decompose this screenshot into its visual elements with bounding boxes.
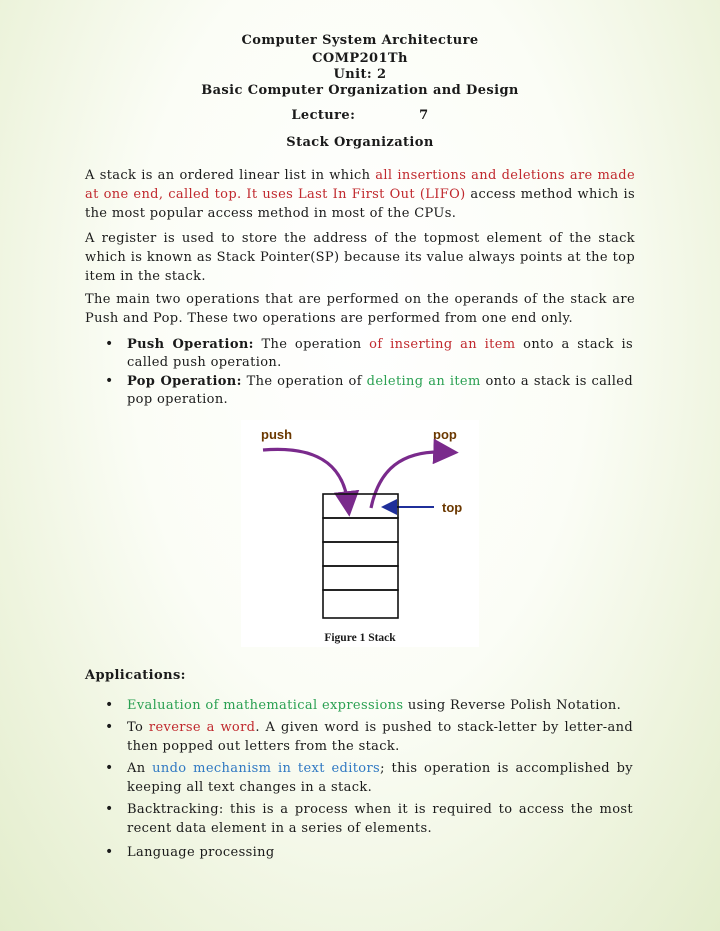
application-text: . A given word is pushed to stack-letter by letter-and then popped out letters from the stack. [127,719,634,754]
stack-cells [323,494,398,618]
applications-heading: Applications: [85,668,186,683]
pop-arrow [371,452,446,508]
stack-figure [241,420,479,647]
intro-p1-text-end: access method which is the most popular access method in most of the CPUs. [85,187,635,221]
operation-highlight: deleting an item [366,374,481,389]
intro-paragraph-3: The main two operations that are performed on the operands of the stack are Push and Pop. These two operations are performed from one end only. [85,292,635,326]
pop-label: pop [433,427,457,442]
operation-name: Push Operation: [127,337,254,352]
operation-name: Pop Operation: [127,374,242,389]
unit-label: Unit: 2 [333,67,387,82]
list-item [85,718,633,757]
application-text: Backtracking: this is a process when it is required to access the most recent data element in a series of elements. [127,801,633,836]
stack-diagram [241,420,479,647]
application-text: using Reverse Polish Notation. [403,698,622,713]
list-item [85,696,633,716]
course-code: COMP201Th [312,51,408,66]
list-item [85,843,633,863]
lecture-number: 7 [419,108,429,123]
operation-text: The operation [253,337,370,352]
push-arrow [263,449,348,504]
applications-list [85,696,633,864]
list-item [85,373,633,408]
lecture-label: Lecture: [291,108,356,123]
unit-title: Basic Computer Organization and Design [201,83,519,98]
top-label: top [442,500,463,515]
application-highlight: undo mechanism in text editors [152,760,381,776]
list-item [85,759,633,798]
stack-cell [323,542,398,566]
figure-caption: Figure 1 Stack [324,632,396,644]
stack-cell [323,566,398,590]
list-item [85,800,633,839]
stack-cell [323,518,398,542]
intro-p1-highlight: all insertions and deletions are made at one end, called top. It uses Last In First Out (LIFO) [85,168,635,202]
operation-text-end: onto a stack is called push operation. [127,337,633,370]
application-highlight: Evaluation of mathematical expressions [127,698,404,713]
intro-paragraph-1 [85,166,635,223]
operation-text: The operation of [241,374,367,389]
stack-cell [323,494,398,518]
list-item [85,336,633,371]
application-text-start: An [127,760,153,776]
intro-paragraph-2: A register is used to store the address of the topmost element of the stack which is known as Stack Pointer(SP) because its value always points at the top item in the stack. [85,231,635,284]
operations-list [85,336,633,410]
operation-text-end: onto a stack is called pop operation. [127,374,633,407]
application-text: Language processing [127,844,275,860]
application-text: ; this operation is accomplished by keeping all text changes in a stack. [127,760,633,795]
application-text-start: To [127,719,149,735]
operation-highlight: of inserting an item [369,337,516,352]
stack-cell [323,590,398,618]
topic-title: Stack Organization [286,135,434,150]
push-label: push [261,427,293,442]
intro-p1-text: A stack is an ordered linear list in which [85,168,376,183]
lecture-line [0,108,720,123]
application-highlight: reverse a word [148,719,256,735]
course-title: Computer System Architecture [241,33,479,48]
